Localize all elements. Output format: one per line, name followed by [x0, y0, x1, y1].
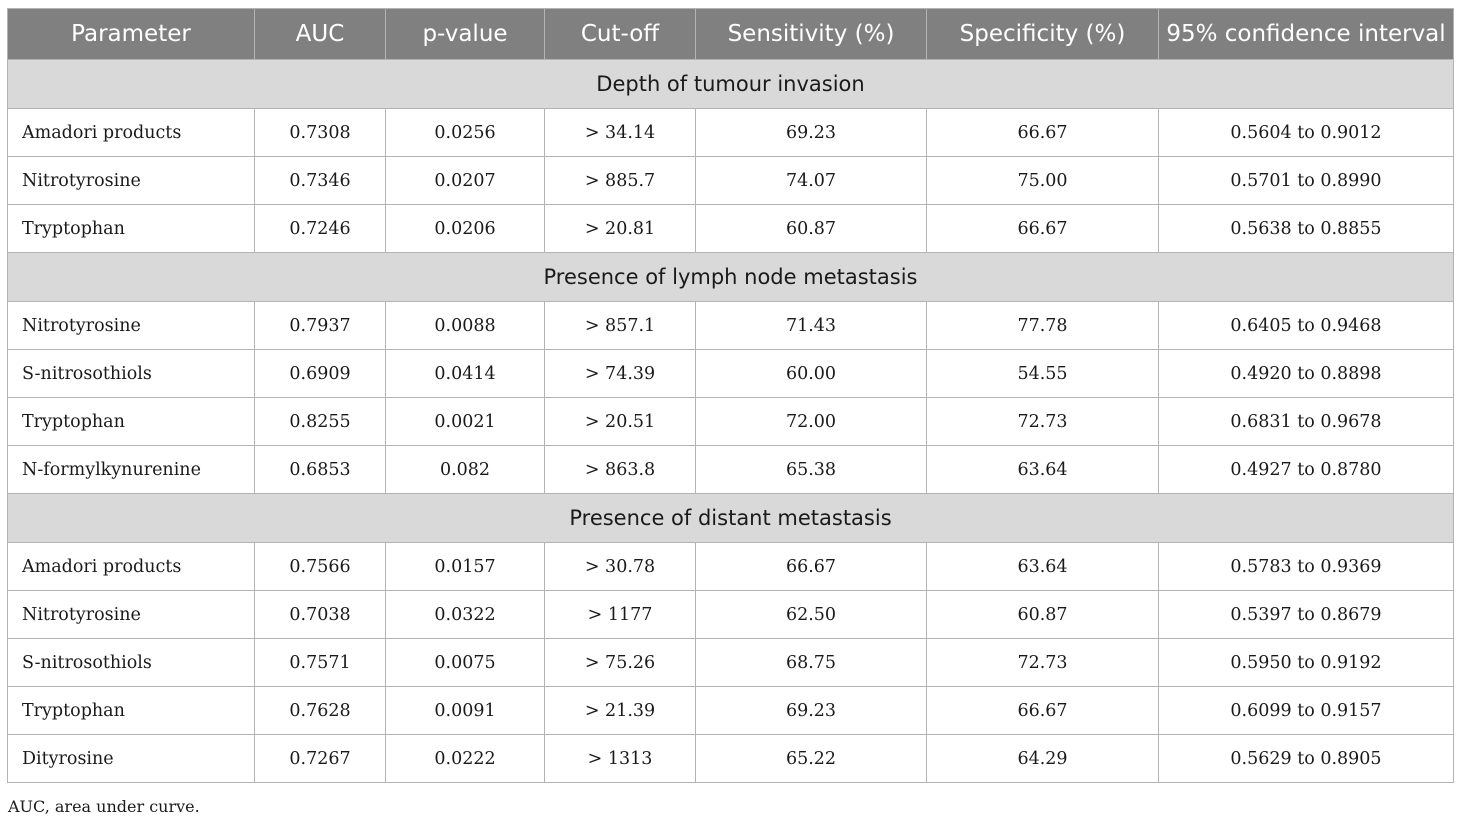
sensitivity-cell: 65.22: [696, 735, 927, 783]
header-specificity: Specificity (%): [927, 9, 1159, 60]
section-row: [8, 60, 1454, 109]
cut-off-cell: > 21.39: [545, 687, 696, 735]
table-row: [8, 302, 1454, 350]
table-row: [8, 205, 1454, 253]
cut-off-cell: > 20.81: [545, 205, 696, 253]
cut-off-cell: > 20.51: [545, 398, 696, 446]
table-row: [8, 446, 1454, 494]
auc-cell: 0.8255: [255, 398, 386, 446]
cut-off-cell: > 885.7: [545, 157, 696, 205]
table-row: [8, 591, 1454, 639]
specificity-cell: 66.67: [927, 109, 1159, 157]
confidence-interval-cell: 0.4927 to 0.8780: [1159, 446, 1454, 494]
specificity-cell: 66.67: [927, 687, 1159, 735]
cut-off-cell: > 1177: [545, 591, 696, 639]
header-confidence-interval: 95% confidence interval: [1159, 9, 1454, 60]
confidence-interval-cell: 0.6405 to 0.9468: [1159, 302, 1454, 350]
p-value-cell: 0.0414: [386, 350, 545, 398]
confidence-interval-cell: 0.5397 to 0.8679: [1159, 591, 1454, 639]
p-value-cell: 0.0021: [386, 398, 545, 446]
auc-cell: 0.7267: [255, 735, 386, 783]
table-row: [8, 687, 1454, 735]
cut-off-cell: > 75.26: [545, 639, 696, 687]
p-value-cell: 0.0088: [386, 302, 545, 350]
sensitivity-cell: 66.67: [696, 543, 927, 591]
parameter-cell: Tryptophan: [8, 205, 255, 253]
specificity-cell: 66.67: [927, 205, 1159, 253]
specificity-cell: 54.55: [927, 350, 1159, 398]
table-row: [8, 350, 1454, 398]
auc-cell: 0.7246: [255, 205, 386, 253]
sensitivity-cell: 72.00: [696, 398, 927, 446]
auc-cell: 0.7571: [255, 639, 386, 687]
sensitivity-cell: 69.23: [696, 687, 927, 735]
p-value-cell: 0.0091: [386, 687, 545, 735]
parameter-cell: Nitrotyrosine: [8, 157, 255, 205]
specificity-cell: 63.64: [927, 543, 1159, 591]
auc-cell: 0.7566: [255, 543, 386, 591]
specificity-cell: 60.87: [927, 591, 1159, 639]
auc-cell: 0.7038: [255, 591, 386, 639]
table-row: [8, 109, 1454, 157]
confidence-interval-cell: 0.5783 to 0.9369: [1159, 543, 1454, 591]
p-value-cell: 0.0206: [386, 205, 545, 253]
p-value-cell: 0.0207: [386, 157, 545, 205]
parameter-cell: Nitrotyrosine: [8, 591, 255, 639]
auc-cell: 0.7346: [255, 157, 386, 205]
table-row: [8, 398, 1454, 446]
cut-off-cell: > 34.14: [545, 109, 696, 157]
p-value-cell: 0.0157: [386, 543, 545, 591]
parameter-cell: N-formylkynurenine: [8, 446, 255, 494]
header-cut-off: Cut-off: [545, 9, 696, 60]
cut-off-cell: > 30.78: [545, 543, 696, 591]
specificity-cell: 77.78: [927, 302, 1159, 350]
table-body: [8, 60, 1454, 783]
sensitivity-cell: 65.38: [696, 446, 927, 494]
auc-cell: 0.7308: [255, 109, 386, 157]
table-row: [8, 639, 1454, 687]
auc-cell: 0.7937: [255, 302, 386, 350]
header-parameter: Parameter: [8, 9, 255, 60]
confidence-interval-cell: 0.5638 to 0.8855: [1159, 205, 1454, 253]
specificity-cell: 72.73: [927, 398, 1159, 446]
section-row: [8, 253, 1454, 302]
sensitivity-cell: 68.75: [696, 639, 927, 687]
parameter-cell: Dityrosine: [8, 735, 255, 783]
cut-off-cell: > 74.39: [545, 350, 696, 398]
section-title: Presence of distant metastasis: [8, 494, 1454, 543]
results-table: [7, 8, 1454, 783]
confidence-interval-cell: 0.6099 to 0.9157: [1159, 687, 1454, 735]
sensitivity-cell: 62.50: [696, 591, 927, 639]
confidence-interval-cell: 0.4920 to 0.8898: [1159, 350, 1454, 398]
cut-off-cell: > 857.1: [545, 302, 696, 350]
specificity-cell: 64.29: [927, 735, 1159, 783]
specificity-cell: 75.00: [927, 157, 1159, 205]
parameter-cell: Amadori products: [8, 543, 255, 591]
confidence-interval-cell: 0.6831 to 0.9678: [1159, 398, 1454, 446]
sensitivity-cell: 74.07: [696, 157, 927, 205]
parameter-cell: S-nitrosothiols: [8, 350, 255, 398]
sensitivity-cell: 71.43: [696, 302, 927, 350]
table-row: [8, 735, 1454, 783]
table-row: [8, 157, 1454, 205]
table-row: [8, 543, 1454, 591]
parameter-cell: S-nitrosothiols: [8, 639, 255, 687]
sensitivity-cell: 69.23: [696, 109, 927, 157]
section-row: [8, 494, 1454, 543]
header-p-value: p-value: [386, 9, 545, 60]
confidence-interval-cell: 0.5604 to 0.9012: [1159, 109, 1454, 157]
header-sensitivity: Sensitivity (%): [696, 9, 927, 60]
p-value-cell: 0.0256: [386, 109, 545, 157]
p-value-cell: 0.0075: [386, 639, 545, 687]
auc-cell: 0.7628: [255, 687, 386, 735]
table-header: [8, 9, 1454, 60]
parameter-cell: Nitrotyrosine: [8, 302, 255, 350]
auc-cell: 0.6909: [255, 350, 386, 398]
auc-cell: 0.6853: [255, 446, 386, 494]
section-title: Presence of lymph node metastasis: [8, 253, 1454, 302]
sensitivity-cell: 60.00: [696, 350, 927, 398]
sensitivity-cell: 60.87: [696, 205, 927, 253]
parameter-cell: Tryptophan: [8, 398, 255, 446]
parameter-cell: Tryptophan: [8, 687, 255, 735]
cut-off-cell: > 1313: [545, 735, 696, 783]
p-value-cell: 0.0322: [386, 591, 545, 639]
parameter-cell: Amadori products: [8, 109, 255, 157]
table-footnote: AUC, area under curve.: [8, 797, 200, 816]
confidence-interval-cell: 0.5950 to 0.9192: [1159, 639, 1454, 687]
section-title: Depth of tumour invasion: [8, 60, 1454, 109]
p-value-cell: 0.082: [386, 446, 545, 494]
confidence-interval-cell: 0.5701 to 0.8990: [1159, 157, 1454, 205]
specificity-cell: 72.73: [927, 639, 1159, 687]
confidence-interval-cell: 0.5629 to 0.8905: [1159, 735, 1454, 783]
cut-off-cell: > 863.8: [545, 446, 696, 494]
specificity-cell: 63.64: [927, 446, 1159, 494]
p-value-cell: 0.0222: [386, 735, 545, 783]
header-auc: AUC: [255, 9, 386, 60]
